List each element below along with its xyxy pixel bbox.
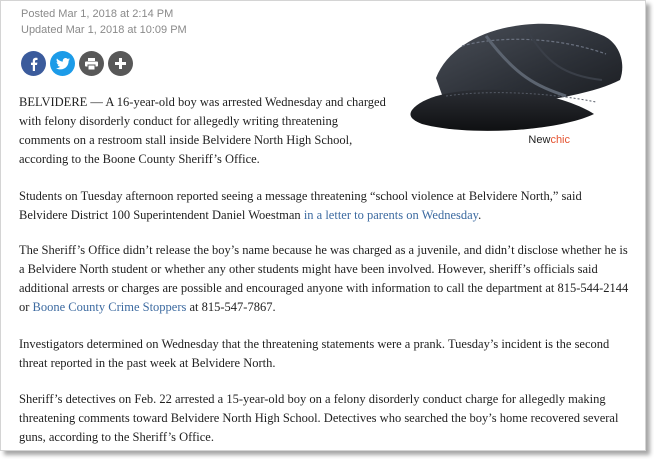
updated-timestamp: Updated Mar 1, 2018 at 10:09 PM	[21, 24, 187, 36]
paragraph-3-text: The Sheriff’s Office didn’t release the boy’s name because he was charged as a juvenile, and didn’t disclose whether he is a Belvidere North student or whether any other students might have been involved. However, sheriff’s officials said additional arrests or charges are possible and encouraged anyone with information to call the department at 815-544-2144 or	[19, 243, 629, 314]
facebook-share-button[interactable]	[21, 51, 46, 76]
facebook-icon	[28, 57, 39, 71]
more-icon	[115, 58, 126, 69]
letter-to-parents-link[interactable]: in a letter to parents on Wednesday	[303, 208, 479, 222]
paragraph-5: Sheriff’s detectives on Feb. 22 arrested a 15-year-old boy on a felony disorderly conduct charge for allegedly making threatening comments toward Belvidere North High School. Detectives who searched the boy’s home recovered several guns, according to the Sheriff’s Office.	[19, 392, 619, 444]
paragraph-4: Investigators determined on Wednesday that the threatening statements were a prank. Tuesday’s incident is the second threat reported in the past week at Belvidere North.	[19, 337, 610, 370]
more-share-button[interactable]	[108, 51, 133, 76]
twitter-share-button[interactable]	[50, 51, 75, 76]
ad-banner[interactable]	[406, 6, 632, 148]
posted-timestamp: Posted Mar 1, 2018 at 2:14 PM	[21, 8, 174, 20]
paragraph-2-text: Students on Tuesday afternoon reported seeing a message threatening “school violence at Belvidere North,” said Belvidere District 100 Superintendent Daniel Woestman	[19, 189, 582, 222]
paragraph-3	[19, 241, 633, 317]
paragraph-2	[19, 187, 633, 225]
paragraph-2-end: .	[478, 208, 482, 222]
paragraph-3-end: at 815-547-7867.	[186, 300, 276, 314]
brand-part-1: New	[528, 134, 551, 146]
brand-part-2: chic	[550, 134, 570, 146]
flat-cap-image	[406, 6, 632, 148]
print-button[interactable]	[79, 51, 104, 76]
twitter-icon	[56, 58, 70, 70]
crime-stoppers-link[interactable]: Boone County Crime Stoppers	[32, 300, 187, 314]
ad-brand-logo	[528, 134, 570, 146]
print-icon	[85, 58, 98, 70]
share-bar	[21, 51, 133, 76]
paragraph-1: BELVIDERE — A 16-year-old boy was arrested Wednesday and charged with felony disorderly conduct for allegedly writing threatening comments on a restroom stall inside Belvidere North High School, according to the Boone County Sheriff’s Office.	[19, 95, 386, 166]
